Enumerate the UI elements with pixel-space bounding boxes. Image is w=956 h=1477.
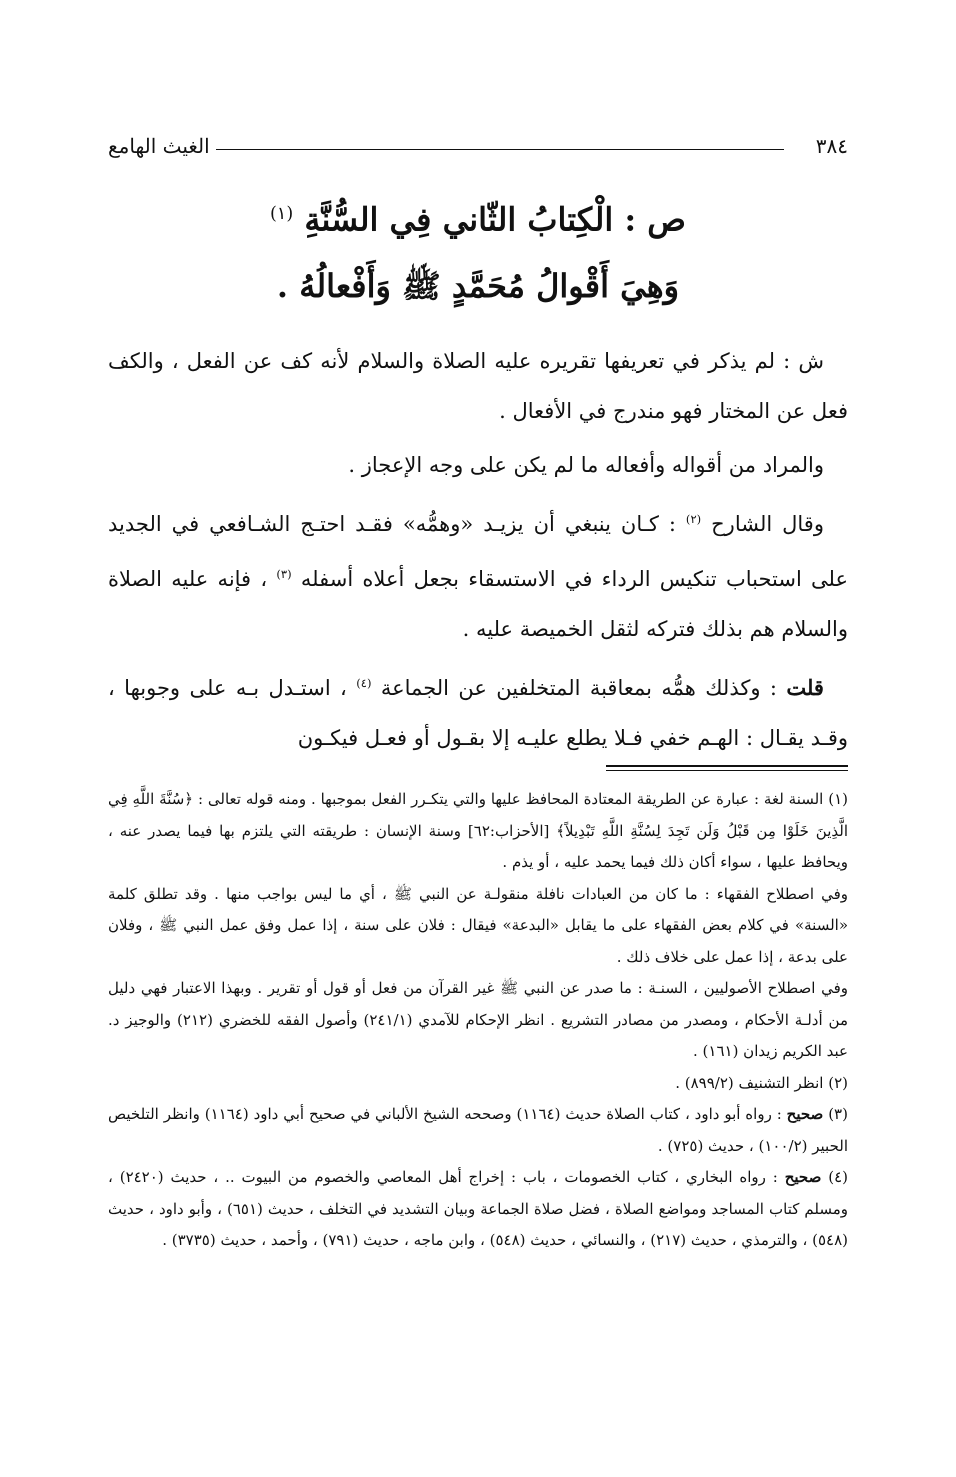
footnote-ref-1: (١) — [270, 204, 294, 224]
header-rule — [216, 149, 784, 150]
footnote-1-cont: وفي اصطلاح الأصوليين ، السنـة : ما صدر عن النبي ﷺ غير القرآن من فعل أو قول أو تقرير . وبهذا الاعتبار فهي دليل من أدلـة الأحكام ، ومصدر من مصادر التشريع . انظر الإحكام للآمدي (٢٤١/١) وأصول الفقه للخضري (٢١٢) والوجيز د. عبد الكريم زيدان (١٦١) . — [108, 979, 848, 1060]
footnote-separator-thin — [606, 770, 848, 771]
page-header — [108, 133, 848, 173]
paragraph: قلت : وكذلك همُّه بمعاقبة المتخلفين عن الجماعة $^{(٤)}$ ، استـدل بـه على وجوبها ، وقـد يقـال : الهـم خفي فـلا يطلع عليـه إلا بقـول أو فعـل فيكـون — [108, 675, 848, 750]
paragraph: وقال الشارح $^{(٢)}$ : كـان ينبغي أن يزيـد «وهمُّه» فقـد احتـج الشـافعي في الجديد على استحباب تنكيس الرداء في الاستسقاء بجعل أعلاه أسفله $^{(٣)}$ ، فإنه عليه الصلاة والسلام هم بذلك فتركه لثقل الخميصة عليه . — [108, 512, 849, 641]
footnotes — [108, 784, 848, 1257]
footnote-separator — [606, 765, 848, 767]
section-title-line1: ص : الْكِتابُ الثّاني فِي السُّنَّةِ $^{(١)}$ — [270, 200, 686, 239]
footnote-ref-3: (٣) — [276, 567, 292, 581]
footnote-3: (٣) صحيح : رواه أبو داود ، كتاب الصلاة حديث (١١٦٤) وصححه الشيخ الألباني في صحيح أبي داود (١١٦٤) وانظر التلخيص الحبير (١٠٠/٢) ، حديث (٧٢٥) . — [108, 1105, 848, 1155]
footnote-1-cont: وفي اصطلاح الفقهاء : ما كان من العبادات نافلة منقولـة عن النبي ﷺ ، أي ما ليس بواجب منها . وقد تطلق كلمة «السنة» في كلام بعض الفقهاء على ما يقابل «البدعة» فيقال : فلان على سنة ، إذا عمل وفق عمل النبي ﷺ ، وفلان على بدعة ، إذا عمل على خلاف ذلك . — [108, 884, 848, 966]
paragraph: ش : لم يذكر في تعريفها تقريره عليه الصلاة والسلام لأنه كف عن الفعل ، والكف فعل عن المختار فهو مندرج في الأفعال . — [108, 349, 848, 423]
running-title: الغيث الهامع — [108, 134, 210, 158]
paragraph: والمراد من أقواله وأفعاله ما لم يكن على وجه الإعجاز . — [348, 453, 824, 477]
footnote-4: (٤) صحيح : رواه البخاري ، كتاب الخصومات ، باب : إخراج أهل المعاصي والخصوم من البيوت .. ، حديث (٢٤٢٠) ، ومسلم كتاب المساجد ومواضع الصلاة ، فضل صلاة الجماعة وبيان التشديد في التخلف ، حديث (٦٥١) ، وأبو داود ، حديث (٥٤٨) ، والترمذي ، حديث (٢١٧) ، والنسائي ، حديث (٥٤٨) ، وابن ماجه ، حديث (٧٩١) ، وأحمد ، حديث (٣٧٣٥) . — [108, 1168, 849, 1249]
page-number: ٣٨٤ — [815, 134, 848, 158]
footnote-ref-4: (٤) — [356, 676, 372, 690]
footnote-2: (٢) انظر التشنيف (٨٩٩/٢) . — [675, 1073, 848, 1092]
footnote-1: (١) السنة لغة : عبارة عن الطريقة المعتادة المحافظ عليها والتي يتكـرر الفعل بموجبها . ومنه قوله تعالى : ﴿سُنَّةَ اللَّهِ فِي الَّذِينَ خَلَوْا مِن قَبْلُ وَلَن تَجِدَ لِسُنَّةِ اللَّهِ تَبْدِيلاً﴾ [الأحزاب:٦٢] وسنة الإنسان : طريقته التي يلتزم بها فيما يصدر عنه ، ويحافظ عليها ، سواء أكان ذلك فيما يحمد عليه ، أو يذم . — [108, 790, 848, 871]
main-text — [108, 336, 848, 767]
footnote-ref-2: (٢) — [685, 512, 702, 526]
section-title-line2: وَهِيَ أَقْوالُ مُحَمَّدٍ ﷺ وَأَفْعالُهُ . — [276, 267, 680, 305]
paragraph-lead: قلت — [786, 675, 824, 700]
